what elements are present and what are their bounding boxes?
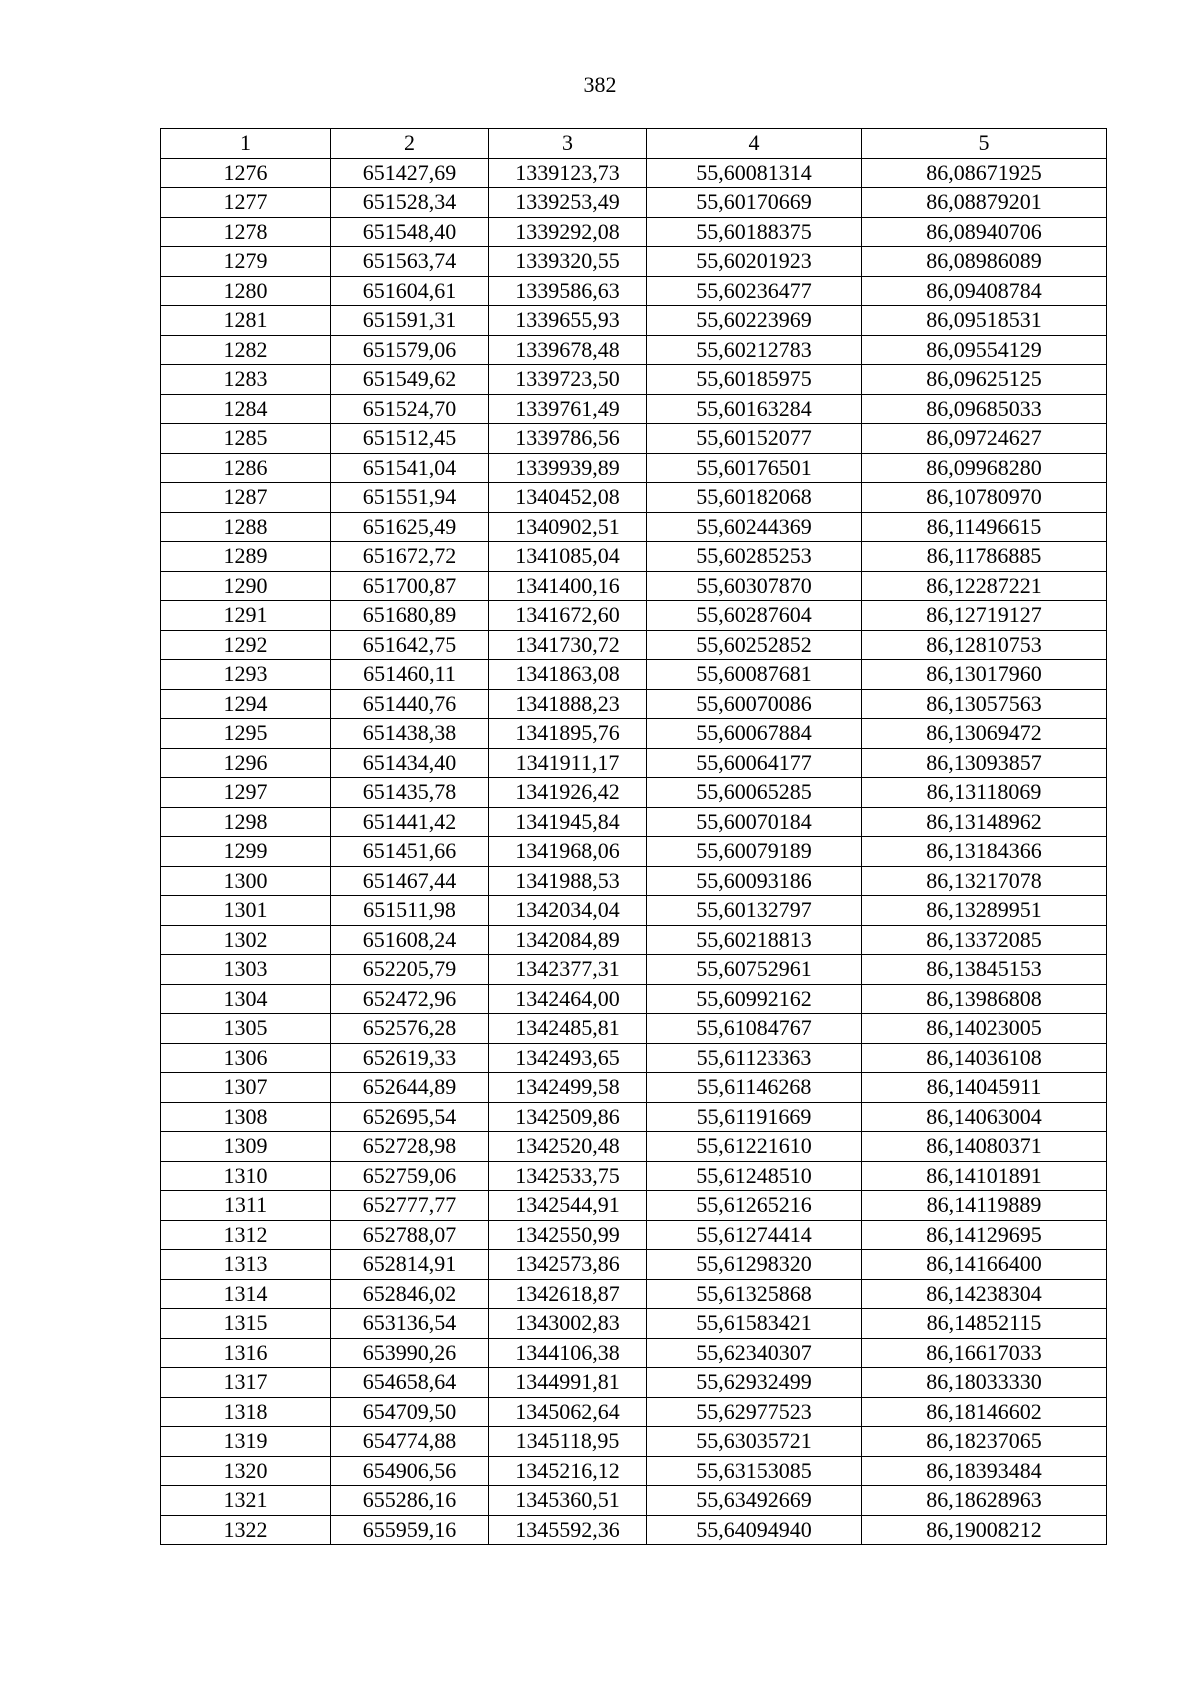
table-cell: 651451,66 [331,837,489,867]
table-cell: 1343002,83 [489,1309,647,1339]
table-cell: 651672,72 [331,542,489,572]
column-header-2: 2 [331,129,489,159]
table-cell: 55,64094940 [647,1515,862,1545]
table-cell: 1341945,84 [489,807,647,837]
table-cell: 1345216,12 [489,1456,647,1486]
table-cell: 86,08879201 [862,188,1107,218]
table-cell: 1340902,51 [489,512,647,542]
table-cell: 1345360,51 [489,1486,647,1516]
table-row [161,306,1107,336]
table-cell: 55,60152077 [647,424,862,454]
table-cell: 55,62340307 [647,1338,862,1368]
table-cell: 652777,77 [331,1191,489,1221]
header-row [161,129,1107,159]
table-row [161,660,1107,690]
table-cell: 55,60064177 [647,748,862,778]
table-cell: 1342485,81 [489,1014,647,1044]
table-cell: 1341730,72 [489,630,647,660]
table-cell: 86,13372085 [862,925,1107,955]
table-cell: 1340452,08 [489,483,647,513]
table-cell: 86,13986808 [862,984,1107,1014]
table-cell: 1342618,87 [489,1279,647,1309]
table-cell: 55,61248510 [647,1161,862,1191]
table-cell: 55,60093186 [647,866,862,896]
table-cell: 55,60287604 [647,601,862,631]
table-cell: 55,60163284 [647,394,862,424]
table-row [161,955,1107,985]
table-row [161,247,1107,277]
table-cell: 86,12719127 [862,601,1107,631]
table-cell: 55,61274414 [647,1220,862,1250]
table-cell: 654774,88 [331,1427,489,1457]
table-cell: 55,60752961 [647,955,862,985]
table-cell: 55,60087681 [647,660,862,690]
table-cell: 55,60185975 [647,365,862,395]
table-cell: 1316 [161,1338,331,1368]
table-row [161,1220,1107,1250]
table-cell: 55,60285253 [647,542,862,572]
table-cell: 1342377,31 [489,955,647,985]
table-cell: 55,63492669 [647,1486,862,1516]
table-cell: 651551,94 [331,483,489,513]
table-cell: 651548,40 [331,217,489,247]
table-cell: 1320 [161,1456,331,1486]
table-cell: 1293 [161,660,331,690]
table-cell: 1304 [161,984,331,1014]
table-row [161,1368,1107,1398]
table-cell: 1342084,89 [489,925,647,955]
table-cell: 55,60236477 [647,276,862,306]
table-cell: 55,60244369 [647,512,862,542]
table-cell: 653990,26 [331,1338,489,1368]
table-cell: 1339786,56 [489,424,647,454]
table-cell: 1339253,49 [489,188,647,218]
table-cell: 55,61583421 [647,1309,862,1339]
table-cell: 1339320,55 [489,247,647,277]
table-cell: 1344991,81 [489,1368,647,1398]
table-cell: 652728,98 [331,1132,489,1162]
table-cell: 651579,06 [331,335,489,365]
table-cell: 55,61191669 [647,1102,862,1132]
table-cell: 651549,62 [331,365,489,395]
table-cell: 1289 [161,542,331,572]
table-cell: 651467,44 [331,866,489,896]
table-cell: 651700,87 [331,571,489,601]
table-cell: 651591,31 [331,306,489,336]
table-cell: 1313 [161,1250,331,1280]
table-cell: 55,60212783 [647,335,862,365]
table-cell: 1345592,36 [489,1515,647,1545]
table-cell: 654906,56 [331,1456,489,1486]
table-cell: 1285 [161,424,331,454]
table-cell: 1345062,64 [489,1397,647,1427]
table-row [161,837,1107,867]
table-cell: 651441,42 [331,807,489,837]
table-row [161,335,1107,365]
table-cell: 86,12810753 [862,630,1107,660]
table-cell: 1317 [161,1368,331,1398]
table-row [161,1132,1107,1162]
table-cell: 86,14080371 [862,1132,1107,1162]
table-row [161,1309,1107,1339]
table-cell: 1321 [161,1486,331,1516]
table-cell: 651563,74 [331,247,489,277]
table-cell: 1288 [161,512,331,542]
table-cell: 651440,76 [331,689,489,719]
table-cell: 1296 [161,748,331,778]
table-cell: 55,60079189 [647,837,862,867]
table-cell: 86,13017960 [862,660,1107,690]
table-row [161,483,1107,513]
table-cell: 1339939,89 [489,453,647,483]
table-cell: 55,61084767 [647,1014,862,1044]
table-cell: 1342573,86 [489,1250,647,1280]
table-cell: 1309 [161,1132,331,1162]
table-cell: 1342509,86 [489,1102,647,1132]
table-cell: 1305 [161,1014,331,1044]
table-cell: 651438,38 [331,719,489,749]
table-cell: 651625,49 [331,512,489,542]
table-row [161,1397,1107,1427]
table-row [161,896,1107,926]
table-cell: 652576,28 [331,1014,489,1044]
table-cell: 86,09625125 [862,365,1107,395]
table-cell: 86,13069472 [862,719,1107,749]
table-cell: 55,60252852 [647,630,862,660]
table-row [161,778,1107,808]
table-cell: 55,63153085 [647,1456,862,1486]
table-cell: 1339723,50 [489,365,647,395]
table-cell: 86,11786885 [862,542,1107,572]
table-cell: 86,16617033 [862,1338,1107,1368]
table-cell: 1339761,49 [489,394,647,424]
table-cell: 1322 [161,1515,331,1545]
table-cell: 55,60176501 [647,453,862,483]
table-row [161,158,1107,188]
table-cell: 651528,34 [331,188,489,218]
table-cell: 651434,40 [331,748,489,778]
table-row [161,807,1107,837]
table-cell: 86,13118069 [862,778,1107,808]
table-cell: 1302 [161,925,331,955]
table-row [161,394,1107,424]
table-cell: 1341911,17 [489,748,647,778]
table-row [161,1102,1107,1132]
table-cell: 651512,45 [331,424,489,454]
table-cell: 1342493,65 [489,1043,647,1073]
table-cell: 55,61221610 [647,1132,862,1162]
table-cell: 1314 [161,1279,331,1309]
table-cell: 1276 [161,158,331,188]
table-cell: 55,60188375 [647,217,862,247]
table-cell: 86,13289951 [862,896,1107,926]
table-cell: 1311 [161,1191,331,1221]
column-header-4: 4 [647,129,862,159]
table-cell: 1339123,73 [489,158,647,188]
table-cell: 651608,24 [331,925,489,955]
table-cell: 86,18628963 [862,1486,1107,1516]
table-cell: 55,60201923 [647,247,862,277]
table-cell: 653136,54 [331,1309,489,1339]
table-row [161,630,1107,660]
table-cell: 1299 [161,837,331,867]
table-cell: 55,60070086 [647,689,862,719]
table-cell: 86,14852115 [862,1309,1107,1339]
table-cell: 55,62977523 [647,1397,862,1427]
table-cell: 55,60170669 [647,188,862,218]
table-cell: 655286,16 [331,1486,489,1516]
table-cell: 1287 [161,483,331,513]
table-cell: 55,60992162 [647,984,862,1014]
table-cell: 86,14238304 [862,1279,1107,1309]
table-row [161,542,1107,572]
table-cell: 55,60223969 [647,306,862,336]
table-header [161,129,1107,159]
table-row [161,1338,1107,1368]
table-cell: 652644,89 [331,1073,489,1103]
table-cell: 1282 [161,335,331,365]
table-cell: 86,13184366 [862,837,1107,867]
table-row [161,925,1107,955]
table-cell: 1318 [161,1397,331,1427]
table-cell: 55,61146268 [647,1073,862,1103]
table-row [161,1456,1107,1486]
table-cell: 55,60067884 [647,719,862,749]
table-cell: 55,60218813 [647,925,862,955]
table-cell: 1344106,38 [489,1338,647,1368]
table-cell: 1297 [161,778,331,808]
table-row [161,1043,1107,1073]
table-cell: 1306 [161,1043,331,1073]
table-cell: 55,60182068 [647,483,862,513]
table-cell: 1294 [161,689,331,719]
table-row [161,866,1107,896]
table-cell: 86,18033330 [862,1368,1107,1398]
table-cell: 1281 [161,306,331,336]
table-cell: 1342034,04 [489,896,647,926]
table-cell: 55,61298320 [647,1250,862,1280]
table-cell: 1345118,95 [489,1427,647,1457]
table-cell: 1283 [161,365,331,395]
table-cell: 86,13148962 [862,807,1107,837]
table-cell: 1341400,16 [489,571,647,601]
table-cell: 86,09968280 [862,453,1107,483]
table-cell: 1308 [161,1102,331,1132]
table-cell: 1278 [161,217,331,247]
table-body [161,158,1107,1545]
table-cell: 1341895,76 [489,719,647,749]
table-cell: 1300 [161,866,331,896]
table-cell: 86,14063004 [862,1102,1107,1132]
table-cell: 86,13057563 [862,689,1107,719]
table-cell: 1341863,08 [489,660,647,690]
table-cell: 1303 [161,955,331,985]
table-row [161,1073,1107,1103]
table-cell: 1342544,91 [489,1191,647,1221]
table-cell: 1310 [161,1161,331,1191]
table-cell: 1342499,58 [489,1073,647,1103]
table-row [161,1279,1107,1309]
table-cell: 86,14045911 [862,1073,1107,1103]
table-cell: 651604,61 [331,276,489,306]
table-cell: 55,61325868 [647,1279,862,1309]
table-cell: 652814,91 [331,1250,489,1280]
table-cell: 55,60070184 [647,807,862,837]
table-row [161,1161,1107,1191]
table-row [161,601,1107,631]
table-cell: 86,14023005 [862,1014,1107,1044]
table-cell: 86,08940706 [862,217,1107,247]
table-cell: 651435,78 [331,778,489,808]
table-cell: 86,14129695 [862,1220,1107,1250]
table-cell: 86,13093857 [862,748,1107,778]
table-cell: 86,11496615 [862,512,1107,542]
table-cell: 1301 [161,896,331,926]
table-cell: 652846,02 [331,1279,489,1309]
table-row [161,188,1107,218]
table-cell: 55,60065285 [647,778,862,808]
table-cell: 55,61123363 [647,1043,862,1073]
table-cell: 86,09518531 [862,306,1107,336]
table-cell: 652695,54 [331,1102,489,1132]
table-cell: 1286 [161,453,331,483]
table-cell: 86,14036108 [862,1043,1107,1073]
table-cell: 654709,50 [331,1397,489,1427]
table-cell: 86,14119889 [862,1191,1107,1221]
table-cell: 651680,89 [331,601,489,631]
table-cell: 86,14101891 [862,1161,1107,1191]
table-cell: 1341672,60 [489,601,647,631]
table-cell: 1341968,06 [489,837,647,867]
table-cell: 55,62932499 [647,1368,862,1398]
table-cell: 1279 [161,247,331,277]
table-cell: 86,19008212 [862,1515,1107,1545]
table-cell: 1319 [161,1427,331,1457]
table-cell: 1342550,99 [489,1220,647,1250]
table-cell: 86,08986089 [862,247,1107,277]
table-cell: 655959,16 [331,1515,489,1545]
table-row [161,984,1107,1014]
table-cell: 652205,79 [331,955,489,985]
table-cell: 1339292,08 [489,217,647,247]
column-header-1: 1 [161,129,331,159]
table-cell: 55,60132797 [647,896,862,926]
table-cell: 1295 [161,719,331,749]
table-row [161,571,1107,601]
page-number: 382 [583,72,617,97]
table-cell: 86,09408784 [862,276,1107,306]
table-cell: 1341888,23 [489,689,647,719]
table-cell: 1315 [161,1309,331,1339]
table-cell: 55,61265216 [647,1191,862,1221]
table-cell: 652619,33 [331,1043,489,1073]
table-cell: 1280 [161,276,331,306]
table-cell: 1339655,93 [489,306,647,336]
table-cell: 1291 [161,601,331,631]
table-cell: 651511,98 [331,896,489,926]
table-row [161,1515,1107,1545]
table-cell: 86,09685033 [862,394,1107,424]
column-header-5: 5 [862,129,1107,159]
table-cell: 55,60081314 [647,158,862,188]
table-row [161,719,1107,749]
table-cell: 1312 [161,1220,331,1250]
table-cell: 86,13217078 [862,866,1107,896]
table-row [161,424,1107,454]
table-cell: 86,12287221 [862,571,1107,601]
table-cell: 1290 [161,571,331,601]
table-cell: 1339678,48 [489,335,647,365]
table-row [161,453,1107,483]
table-cell: 86,18237065 [862,1427,1107,1457]
table-cell: 86,08671925 [862,158,1107,188]
table-row [161,217,1107,247]
table-cell: 1342533,75 [489,1161,647,1191]
table-cell: 651524,70 [331,394,489,424]
table-cell: 652759,06 [331,1161,489,1191]
table-cell: 1284 [161,394,331,424]
table-row [161,1427,1107,1457]
table-row [161,1486,1107,1516]
table-cell: 86,18146602 [862,1397,1107,1427]
table-cell: 654658,64 [331,1368,489,1398]
table-cell: 1298 [161,807,331,837]
column-header-3: 3 [489,129,647,159]
table-cell: 652788,07 [331,1220,489,1250]
table-row [161,1191,1107,1221]
table-cell: 1277 [161,188,331,218]
table-cell: 55,60307870 [647,571,862,601]
table-cell: 1342520,48 [489,1132,647,1162]
table-cell: 1339586,63 [489,276,647,306]
table-cell: 1292 [161,630,331,660]
table-cell: 55,63035721 [647,1427,862,1457]
table-cell: 651541,04 [331,453,489,483]
table-row [161,276,1107,306]
table-cell: 86,14166400 [862,1250,1107,1280]
table-row [161,689,1107,719]
table-cell: 1342464,00 [489,984,647,1014]
table-row [161,748,1107,778]
table-cell: 1341988,53 [489,866,647,896]
table-row [161,1250,1107,1280]
table-cell: 1341926,42 [489,778,647,808]
table-row [161,1014,1107,1044]
table-cell: 86,13845153 [862,955,1107,985]
table-cell: 1341085,04 [489,542,647,572]
coordinates-table [160,128,1107,1545]
table-cell: 1307 [161,1073,331,1103]
table-cell: 86,09724627 [862,424,1107,454]
table-cell: 651427,69 [331,158,489,188]
table-cell: 86,18393484 [862,1456,1107,1486]
table-cell: 651460,11 [331,660,489,690]
table-cell: 652472,96 [331,984,489,1014]
table-cell: 86,10780970 [862,483,1107,513]
table-cell: 86,09554129 [862,335,1107,365]
table-row [161,512,1107,542]
table-row [161,365,1107,395]
table-cell: 651642,75 [331,630,489,660]
